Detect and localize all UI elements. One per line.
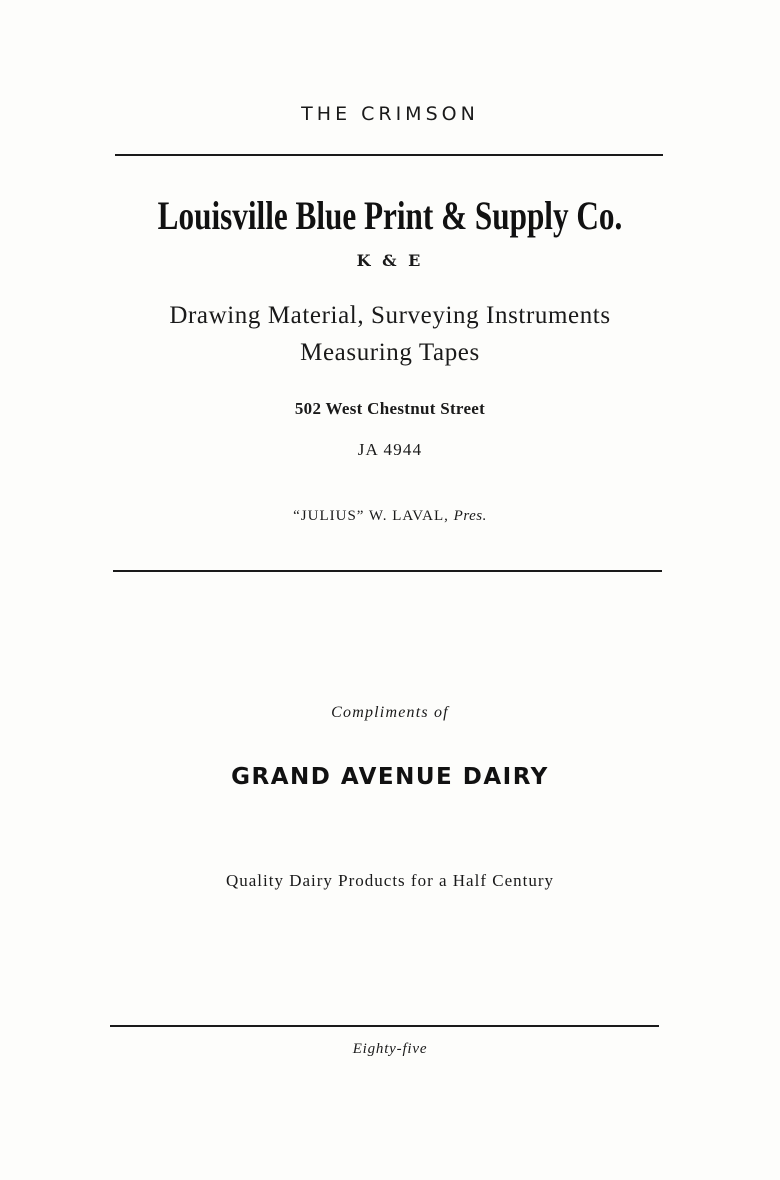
top-divider xyxy=(115,154,663,156)
products-line-2: Measuring Tapes xyxy=(300,339,480,366)
middle-divider xyxy=(113,570,662,572)
bottom-divider xyxy=(110,1025,659,1027)
products-line-1: Drawing Material, Surveying Instruments xyxy=(169,302,611,329)
president-line xyxy=(0,508,780,525)
president-name: “JULIUS” W. LAVAL, xyxy=(293,508,449,524)
brand-mark: K & E xyxy=(356,251,424,270)
page-number: Eighty-five xyxy=(352,1041,428,1057)
president-title: Pres. xyxy=(453,508,487,524)
company-name: Louisville Blue Print & Supply Co. xyxy=(157,193,623,238)
dairy-tagline: Quality Dairy Products for a Half Century xyxy=(225,871,555,890)
compliments-line: Compliments of xyxy=(331,704,449,721)
street-address: 502 West Chestnut Street xyxy=(294,399,486,418)
dairy-name: GRAND AVENUE DAIRY xyxy=(231,764,549,790)
running-head: THE CRIMSON xyxy=(301,103,479,125)
phone-number: JA 4944 xyxy=(357,440,423,459)
